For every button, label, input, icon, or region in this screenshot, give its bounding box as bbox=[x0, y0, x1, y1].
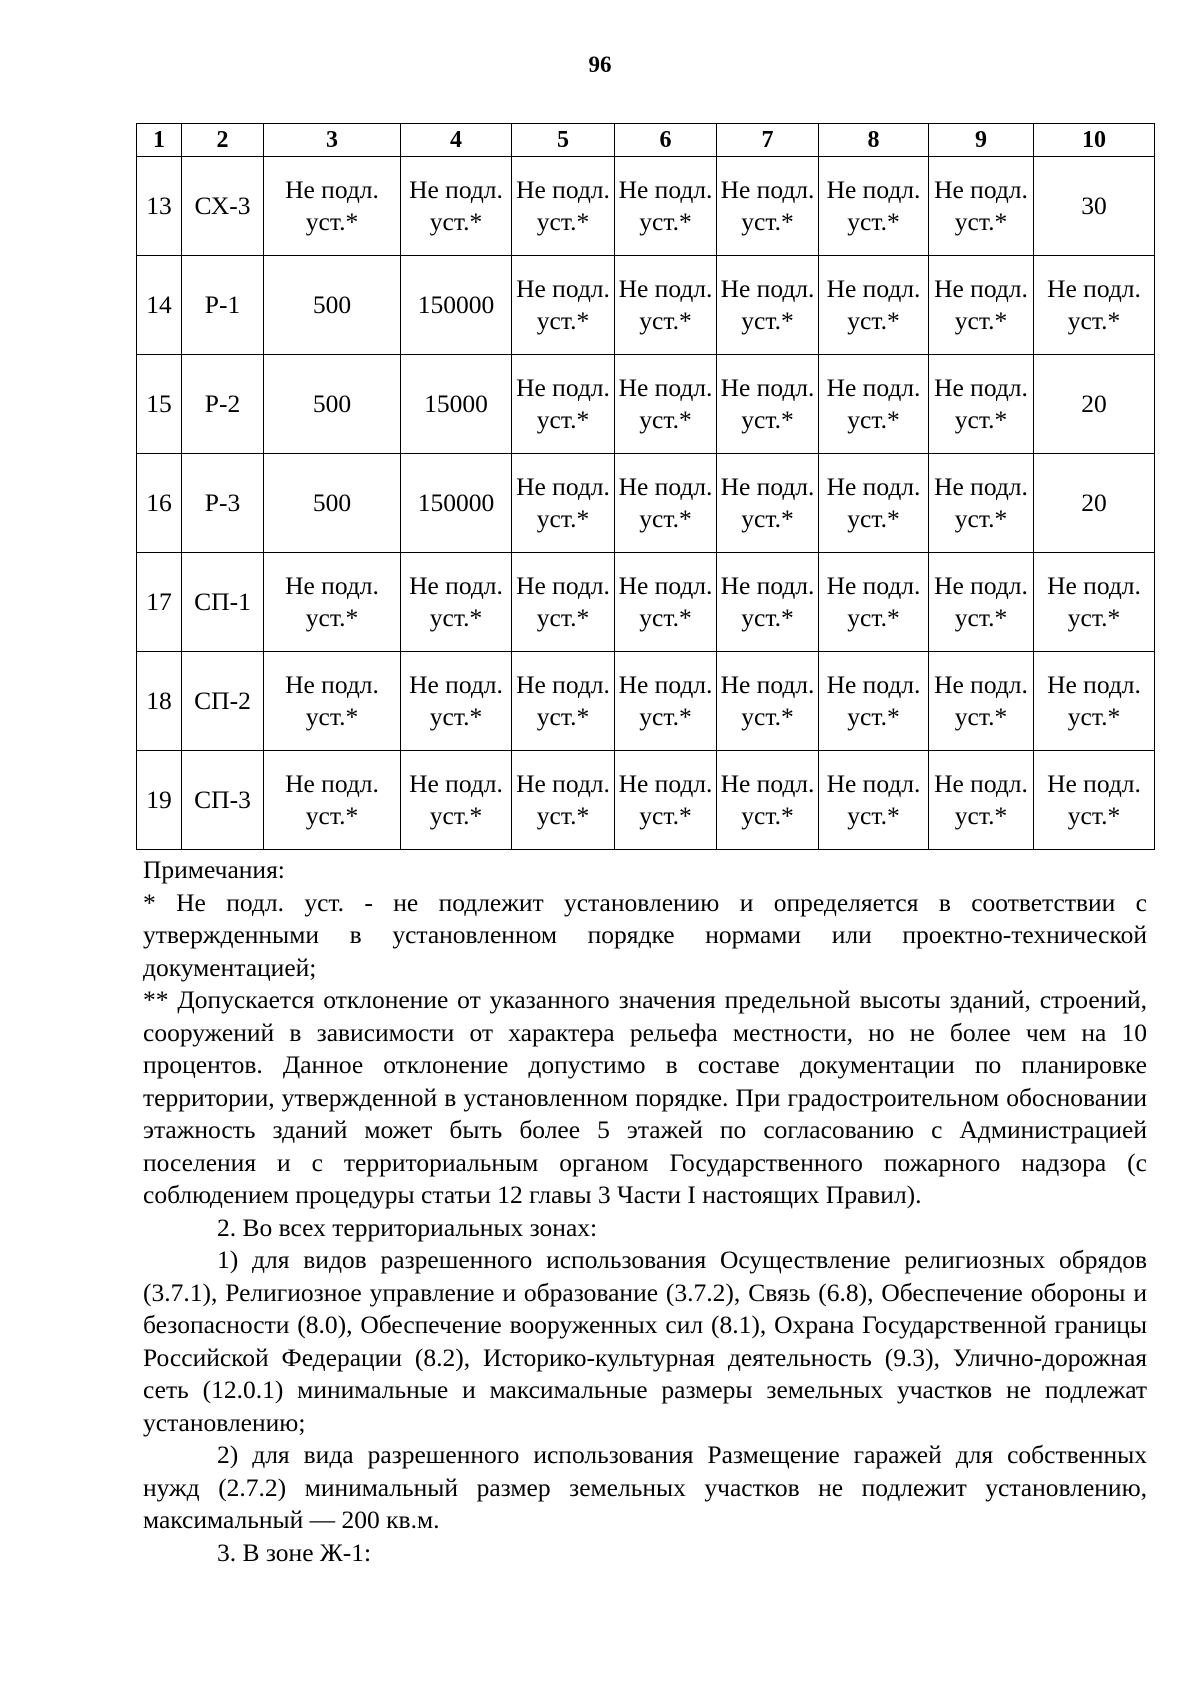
table-cell: Не подл. уст.* bbox=[615, 355, 717, 454]
table-cell: СП-3 bbox=[182, 751, 264, 850]
column-header: 8 bbox=[819, 124, 929, 157]
table-cell: Не подл. уст.* bbox=[819, 454, 929, 553]
table-cell: Не подл. уст.* bbox=[615, 157, 717, 256]
table-cell: Не подл. уст.* bbox=[717, 652, 819, 751]
table-row bbox=[137, 652, 1155, 751]
table-cell: 500 bbox=[264, 256, 401, 355]
table-cell: СХ-3 bbox=[182, 157, 264, 256]
table-cell: 16 bbox=[137, 454, 182, 553]
table-cell: 500 bbox=[264, 454, 401, 553]
table-cell: Не подл. уст.* bbox=[264, 157, 401, 256]
table-cell: 14 bbox=[137, 256, 182, 355]
column-header: 1 bbox=[137, 124, 182, 157]
table-cell: Р-2 bbox=[182, 355, 264, 454]
table-cell: Не подл. уст.* bbox=[929, 256, 1034, 355]
table-cell: Не подл. уст.* bbox=[401, 157, 512, 256]
column-header: 2 bbox=[182, 124, 264, 157]
table-cell: 18 bbox=[137, 652, 182, 751]
table-cell: Не подл. уст.* bbox=[512, 454, 615, 553]
table-cell: Не подл. уст.* bbox=[819, 256, 929, 355]
table-cell: СП-1 bbox=[182, 553, 264, 652]
table-cell: Не подл. уст.* bbox=[512, 157, 615, 256]
table-cell: 150000 bbox=[401, 454, 512, 553]
table-cell: Не подл. уст.* bbox=[929, 355, 1034, 454]
table-cell: Не подл. уст.* bbox=[264, 751, 401, 850]
table-cell: Не подл. уст.* bbox=[929, 454, 1034, 553]
table-cell: Не подл. уст.* bbox=[819, 751, 929, 850]
table-cell: Не подл. уст.* bbox=[717, 355, 819, 454]
table-row bbox=[137, 751, 1155, 850]
paragraph-item-2-2: 2) для вида разрешенного использования Размещение гаражей для собственных нужд (2.7.2) минимальный размер земельных участков не подлежит установлению, максимальный — 200 кв.м. bbox=[143, 1440, 1147, 1534]
table-cell: Не подл. уст.* bbox=[512, 553, 615, 652]
table-cell: 20 bbox=[1034, 355, 1155, 454]
table-cell: СП-2 bbox=[182, 652, 264, 751]
table-cell: Р-3 bbox=[182, 454, 264, 553]
table-cell: Не подл. уст.* bbox=[615, 751, 717, 850]
table-cell: Не подл. уст.* bbox=[929, 652, 1034, 751]
table-cell: Не подл. уст.* bbox=[401, 751, 512, 850]
column-header: 3 bbox=[264, 124, 401, 157]
table-cell: Не подл. уст.* bbox=[264, 553, 401, 652]
footnote-1: * Не подл. уст. - не подлежит установлению и определяется в соответствии с утвержденными в установленном порядке нормами или проектно-технической документацией; bbox=[143, 887, 1147, 982]
table-row bbox=[137, 454, 1155, 553]
table-cell: Не подл. уст.* bbox=[512, 256, 615, 355]
table-row bbox=[137, 157, 1155, 256]
column-header: 5 bbox=[512, 124, 615, 157]
table-cell: 20 bbox=[1034, 454, 1155, 553]
table-cell: Не подл. уст.* bbox=[717, 256, 819, 355]
table-cell: Не подл. уст.* bbox=[717, 157, 819, 256]
table-cell: Не подл. уст.* bbox=[929, 157, 1034, 256]
column-header: 9 bbox=[929, 124, 1034, 157]
table-cell: Не подл. уст.* bbox=[512, 355, 615, 454]
table-cell: 150000 bbox=[401, 256, 512, 355]
table-cell: Не подл. уст.* bbox=[401, 652, 512, 751]
table-cell: Не подл. уст.* bbox=[512, 751, 615, 850]
table-cell: Не подл. уст.* bbox=[615, 652, 717, 751]
paragraph-item-3: 3. В зоне Ж-1: bbox=[217, 1537, 372, 1567]
table-header-row bbox=[137, 124, 1155, 157]
table-cell: Р-1 bbox=[182, 256, 264, 355]
table-cell: 30 bbox=[1034, 157, 1155, 256]
table-cell: Не подл. уст.* bbox=[717, 751, 819, 850]
table-cell: 13 bbox=[137, 157, 182, 256]
table-cell: Не подл. уст.* bbox=[401, 553, 512, 652]
table-cell: Не подл. уст.* bbox=[264, 652, 401, 751]
column-header: 6 bbox=[615, 124, 717, 157]
table-cell: Не подл. уст.* bbox=[819, 652, 929, 751]
table-cell: Не подл. уст.* bbox=[717, 454, 819, 553]
table-cell: 15 bbox=[137, 355, 182, 454]
table-cell: 19 bbox=[137, 751, 182, 850]
paragraph-item-2: 2. Во всех территориальных зонах: bbox=[217, 1212, 598, 1242]
zone-parameters-table bbox=[136, 123, 1155, 850]
table-cell: Не подл. уст.* bbox=[615, 454, 717, 553]
table-cell: Не подл. уст.* bbox=[1034, 751, 1155, 850]
table-cell: Не подл. уст.* bbox=[717, 553, 819, 652]
table-cell: 500 bbox=[264, 355, 401, 454]
paragraph-item-2-1: 1) для видов разрешенного использования Осуществление религиозных обрядов (3.7.1), Религиозное управление и образование (3.7.2), Связь (6.8), Обеспечение обороны и безопасности (8.0), Обеспечение вооруженных сил (8.1), Охрана Государственной границы Российской Федерации (8.2), Историко-культурная деятельность (9.3), Улично-дорожная сеть (12.0.1) минимальные и максимальные размеры земельных участков не подлежат установлению; bbox=[143, 1245, 1147, 1437]
table-row bbox=[137, 256, 1155, 355]
table-cell: 17 bbox=[137, 553, 182, 652]
footnote-2: ** Допускается отклонение от указанного значения предельной высоты зданий, строений, сооружений в зависимости от характера рельефа местности, но не более чем на 10 процентов. Данное отклонение допустимо в составе документации по планировке территории, утвержденной в установленном порядке. При градостроительном обосновании этажность зданий может быть более 5 этажей по согласованию с Администрацией поселения и с территориальным органом Государственного пожарного надзора (с соблюдением процедуры статьи 12 главы 3 Части I настоящих Правил). bbox=[143, 985, 1147, 1209]
table-cell: Не подл. уст.* bbox=[819, 553, 929, 652]
column-header: 4 bbox=[401, 124, 512, 157]
table-cell: Не подл. уст.* bbox=[819, 355, 929, 454]
table-cell: Не подл. уст.* bbox=[819, 157, 929, 256]
table-cell: Не подл. уст.* bbox=[1034, 652, 1155, 751]
table-cell: 15000 bbox=[401, 355, 512, 454]
table-cell: Не подл. уст.* bbox=[1034, 256, 1155, 355]
page-number: 96 bbox=[588, 52, 612, 77]
table-cell: Не подл. уст.* bbox=[615, 553, 717, 652]
table-row bbox=[137, 355, 1155, 454]
column-header: 10 bbox=[1034, 124, 1155, 157]
notes-heading: Примечания: bbox=[143, 855, 285, 884]
table-cell: Не подл. уст.* bbox=[512, 652, 615, 751]
table-cell: Не подл. уст.* bbox=[615, 256, 717, 355]
column-header: 7 bbox=[717, 124, 819, 157]
table-cell: Не подл. уст.* bbox=[929, 553, 1034, 652]
table-cell: Не подл. уст.* bbox=[929, 751, 1034, 850]
table-cell: Не подл. уст.* bbox=[1034, 553, 1155, 652]
notes-section bbox=[143, 854, 1147, 1569]
table-row bbox=[137, 553, 1155, 652]
